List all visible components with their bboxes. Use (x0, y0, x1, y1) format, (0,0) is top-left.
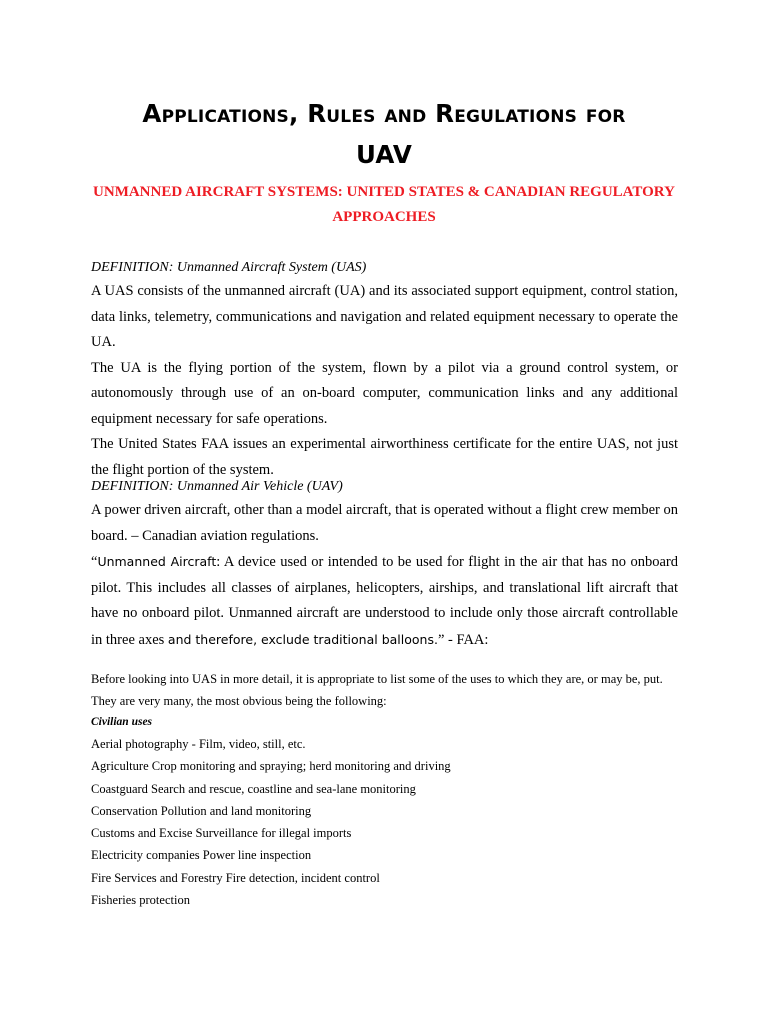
subtitle-line-1: UNMANNED AIRCRAFT SYSTEMS: UNITED STATES & CANADIAN REGULATORY (93, 184, 675, 200)
uas-section (91, 257, 678, 483)
faa-quote (91, 549, 678, 653)
quote-body: : A device used or intended to be used for flight in the air that has no onboard pilot. This includes all classes of airplanes, helicopters, airships, and translational lift aircraft that have no onboard pilot. Unmanned aircraft are understood to include only those aircraft controllable in three axes (91, 554, 678, 648)
uas-paragraph-3: The United States FAA issues an experimental airworthiness certificate for the entire UAS, not just the flight portion of the system. (91, 436, 678, 478)
subtitle-line-2: APPROACHES (332, 209, 436, 225)
title-line-1: Applications, Rules and Regulations for (142, 99, 626, 128)
list-item: Fisheries protection (91, 893, 190, 908)
uses-section (91, 668, 678, 911)
quote-open-mark: “ (91, 554, 98, 570)
list-item: Customs and Excise Surveillance for illegal imports (91, 826, 352, 841)
quote-term: Unmanned Aircraft (97, 554, 217, 569)
list-item: Agriculture Crop monitoring and spraying; herd monitoring and driving (91, 759, 451, 774)
page-subtitle (60, 180, 708, 230)
uav-section (91, 476, 678, 653)
civilian-uses-list (91, 733, 678, 911)
title-line-2: UAV (355, 140, 412, 169)
civilian-uses-heading: Civilian uses (91, 716, 153, 728)
list-item: Electricity companies Power line inspection (91, 848, 312, 863)
list-item: Conservation Pollution and land monitoring (91, 803, 312, 818)
uas-definition-heading: DEFINITION: Unmanned Aircraft System (UAS) (91, 260, 367, 275)
list-item: Fire Services and Forestry Fire detection, incident control (91, 870, 380, 885)
quote-close: ” - FAA: (437, 631, 489, 648)
uas-paragraph-1: A UAS consists of the unmanned aircraft (UA) and its associated support equipment, control station, data links, telemetry, communications and navigation and related equipment necessary to operate the UA. (91, 283, 678, 350)
uas-paragraph-2: The UA is the flying portion of the system, flown by a pilot via a ground control system, or autonomously through use of an on-board computer, communication links and any additional equipment necessary for safe operations. (91, 359, 678, 427)
page-title (60, 93, 708, 175)
uav-paragraph-1: A power driven aircraft, other than a model aircraft, that is operated without a flight crew member on board. – Canadian aviation regulations. (91, 502, 678, 544)
uav-definition-heading: DEFINITION: Unmanned Air Vehicle (UAV) (91, 479, 343, 494)
list-item: Coastguard Search and rescue, coastline and sea-lane monitoring (91, 781, 416, 796)
list-item: Aerial photography - Film, video, still, etc. (91, 737, 306, 751)
quote-tail: and therefore, exclude traditional balloons. (167, 631, 438, 647)
uses-intro: Before looking into UAS in more detail, it is appropriate to list some of the uses to which they are, or may be, put. They are very many, the most obvious being the following: (91, 672, 663, 708)
